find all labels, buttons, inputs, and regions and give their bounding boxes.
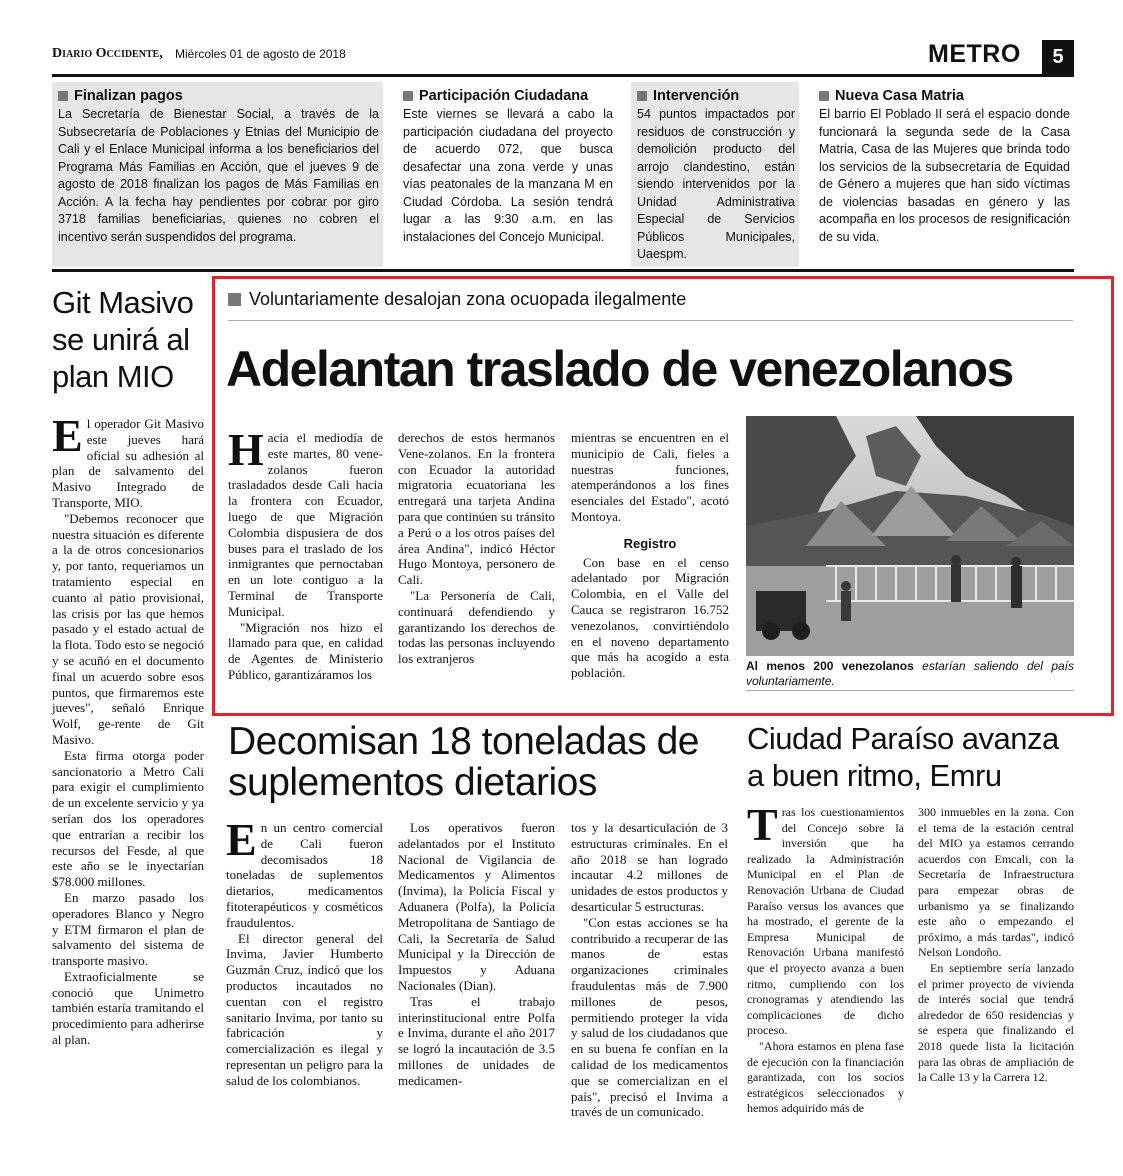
brief-text: El barrio El Poblado II será el espacio donde funcionará la segunda sede de la Casa Matria, Casa de las Mujeres que brinda todo los servicios de la subsecretaría de Equidad de Género a mujeres que han sido víctimas de violencias basadas en género y las acompaña en los procesos de resignificación de su vida. bbox=[819, 107, 1070, 244]
supplements-col-3: tos y la desarticulación de 3 estructuras criminales. En el año 2018 se han logrado incautar 4.2 millones de unidades de estos productos y desarticular 5 estructuras. "Con estas acciones se ha contribuido a recuperar de las manos de estas organizaciones criminales fraudulentas más de 7.900 millones de pesos, permitiendo proteger la vida y salud de los ciudadanos que en su buena fe confían en la calidad de los medicamentos que se comercializan en el país", precisó el Invima a través de un comunicado. bbox=[571, 820, 728, 1120]
ciudad-paraiso-col-1: Tras los cuestionamientos del Concejo sobre la inversión que ha realizado la Administración Municipal en el Plan de Renovación Urbana de Ciudad Paraíso versus los avances que ha mostrado, el gerente de la Empresa Municipal de Renovación Urbana manifestó que el proyecto avanza a buen ritmo, cumpliendo con los cronogramas y atendiendo las complicaciones de dicho proceso. "Ahora estamos en plena fase de ejecución con la financiación garantizada, con los socios estratégicos seleccionados y hemos adquirido más de bbox=[747, 799, 904, 1116]
photo-caption: Al menos 200 venezolanos estarían saliendo del país voluntariamente. bbox=[746, 659, 1075, 688]
brief-title: Intervención bbox=[637, 88, 795, 104]
header-rule bbox=[52, 74, 1074, 77]
registro-subhead: Registro bbox=[623, 535, 677, 551]
brief-finalizan-pagos bbox=[52, 82, 383, 267]
issue-date: Miércoles 01 de agosto de 2018 bbox=[175, 47, 346, 61]
brief-text: Este viernes se llevará a cabo la participación ciudadana del proyecto de acuerdo 072, que busca desafectar una zona verde y unas vías peatonales de la manzana M en Ciudad Córdoba. La sesión tendrá lugar a las 9:30 a.m. en las instalaciones del Concejo Municipal. bbox=[403, 107, 613, 244]
lead-kicker: Voluntariamente desalojan zona ocuopada ilegalmente bbox=[228, 289, 686, 310]
brief-casa-matria bbox=[813, 82, 1074, 267]
supplements-col-1: En un centro comercial de Cali fueron decomisados 18 toneladas de suplementos dietarios, medicamentos fitoterapéuticos y cosméticos fraudulentos. El director general del Invima, Javier Humberto Guzmán Cruz, indicó que los productos incautados no cuentan con el registro sanitario Invima, por tanto su fabricación y comercialización es ilegal y representan un peligro para la salud de los colombianos. bbox=[226, 814, 383, 1088]
square-bullet-icon bbox=[403, 91, 413, 101]
paper-name: Diario Occidente, bbox=[52, 46, 163, 61]
lead-headline: Adelantan traslado de venezolanos bbox=[226, 341, 1013, 397]
brief-intervencion bbox=[631, 82, 799, 267]
ciudad-paraiso-col-2: 300 inmuebles en la zona. Con el tema de la estación central del MIO ya estamos cerrando acuerdos con Emcali, con la Secretaría de Infraestructura para empezar obras de urbanismo ya se finalizando este año o empezando el próximo, a más tardas", indicó Nelson Londoño. En septiembre sería lanzado el primer proyecto de vivienda de interés social que tendrá alrededor de 650 residencias y se espera que finalizando el 2018 quede lista la licitación para las obras de ampliación de la Calle 13 y la Carrera 12. bbox=[918, 805, 1074, 1085]
supplements-headline: Decomisan 18 toneladas de suplementos dietarios bbox=[228, 720, 699, 804]
brief-title: Finalizan pagos bbox=[58, 88, 379, 104]
lead-col-2: derechos de estos hermanos Vene-zolanos. En la frontera con Ecuador la autoridad migratoria ecuatoriana les entregará una tarjeta Andina para que continúen su tránsito a Perú o a los otros países del área Andina", indicó Héctor Hugo Montoya, personero de Cali. "La Personería de Cali, continuará defendiendo y garantizando los derechos de todas las personas incluyendo los extranjeros bbox=[398, 430, 555, 667]
brief-title: Participación Ciudadana bbox=[403, 88, 613, 104]
supplements-col-2: Los operativos fueron adelantados por el Instituto Nacional de Vigilancia de Medicamentos y Alimentos (Invima), la Policía Fiscal y Aduanera (Polfa), la Policía Metropolitana de Santiago de Cali, la Secretaría de Salud Municipal y la Dirección de Impuestos y Aduana Nacionales (Dian). Tras el trabajo interinstitucional entre Polfa e Invima, durante el año 2017 se logró la incautación de 3.5 millones de unidades de medicamen- bbox=[398, 820, 555, 1088]
kicker-rule bbox=[228, 320, 1073, 321]
page-number: 5 bbox=[1042, 40, 1074, 74]
brief-title: Nueva Casa Matria bbox=[819, 88, 1070, 104]
git-masivo-headline: Git Masivo se unirá al plan MIO bbox=[52, 285, 194, 394]
square-bullet-icon bbox=[58, 91, 68, 101]
brief-text: La Secretaría de Bienestar Social, a través de la Subsecretaría de Poblaciones y Etnias del Municipio de Cali y el Enlace Municipal informa a los beneficiarios del Programa Más Familias en Acción, que el jueves 9 de agosto de 2018 finalizan los pagos de Más Familias en Acción. A la fecha hay pendientes por cobrar por giro 3718 familias beneficiarias, quienes no cobren el incentivo serán suspendidos del programa. bbox=[58, 107, 379, 244]
briefs-bottom-rule bbox=[52, 269, 1074, 272]
git-masivo-body: El operador Git Masivo este jueves hará oficial su adhesión al plan de salvamento del Masivo Integrado de Transporte, MIO. "Debemos reconocer que nuestra situación es diferente a la de otros concesionarios y, por tanto, requeriamos un tratamiento especial en cuanto al patio provisional, las crisis por las que hemos pasado y el estado actual de la flota. Todo esto se negoció y se acuñó en el documento final un acuerdo sobre esos puntos, que firmaremos este jueves", señaló Enrique Wolf, ge-rente de Git Masivo. Esta firma otorga poder sancionatorio a Metro Cali para exigir el cumplimiento de un excelente servicio y ya serían dos los operadores que entrarían a recibir los recursos del Fesde, al que este año se le inyectarían $78.000 millones. En marzo pasado los operadores Blanco y Negro y ETM firmaron el plan de salvamento del sistema de transporte masivo. Extraoficialmente se conoció que Unimetro también estaría tramitando el procedimiento para adherirse al plan. bbox=[52, 410, 204, 1048]
square-bullet-icon bbox=[228, 293, 241, 306]
brief-participacion bbox=[397, 82, 617, 267]
caption-rule bbox=[746, 690, 1074, 691]
lead-col-3: mientras se encuentren en el municipio de Cali, fieles a nuestras funciones, atemperándonos a los fines esenciales del Estado", acotó Montoya. Registro Con base en el censo adelantado por Migración Colombia, en el Valle del Cauca se registraron 16.752 venezolanos, convirtiéndolo en el noveno departamento que más ha acogido a esta población. bbox=[571, 430, 729, 681]
page-header bbox=[52, 40, 1074, 76]
venezuelan-camp-photo bbox=[746, 416, 1074, 656]
square-bullet-icon bbox=[819, 91, 829, 101]
lead-photo bbox=[746, 416, 1074, 656]
lead-col-1: Hacia el mediodía de este martes, 80 vene-zolanos fueron trasladados desde Cali hacia la frontera con Ecuador, luego de que Migración Colombia dispusiera de dos buses para el traslado de los inmigrantes que pernoctaban en un lote contiguo a la Terminal de Transporte Municipal. "Migración nos hizo el llamado para que, en calidad de Agentes de Ministerio Público, garantizáramos los bbox=[228, 424, 383, 682]
brief-text: 54 puntos impactados por residuos de construcción y demolición producto del arrojo clandestino, están siendo intervenidos por la Unidad Administrativa Especial de Servicios Públicos Municipales, Uaespm. bbox=[637, 107, 795, 261]
square-bullet-icon bbox=[637, 91, 647, 101]
section-title: METRO bbox=[928, 40, 1021, 68]
ciudad-paraiso-headline: Ciudad Paraíso avanza a buen ritmo, Emru bbox=[747, 721, 1059, 793]
